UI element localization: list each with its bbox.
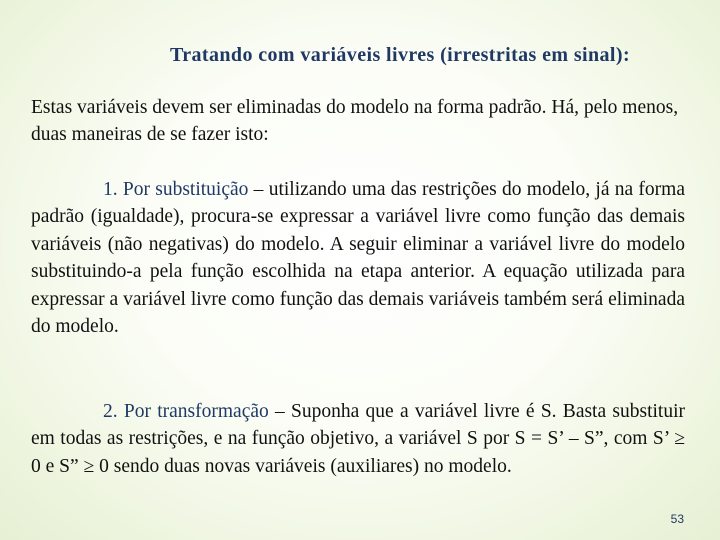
page-number: 53 xyxy=(670,512,684,526)
method-transformation-text: – Suponha que a variável livre é S. Basta substituir em todas as restrições, e na função objetivo, a variável S por S = S’ – S”, com S’ ≥ 0 e S” ≥ 0 sendo duas novas variáveis (auxiliares) no modelo. xyxy=(31,401,685,477)
method-substitution-text: – utilizando uma das restrições do modelo, já na forma padrão (igualdade), procura-se expressar a variável livre como função das demais variáveis (não negativas) do modelo. A seguir eliminar a variável livre do modelo substituindo-a pela função escolhida na etapa anterior. A equação utilizada para expressar a variável livre como função das demais variáveis também será eliminada do modelo. xyxy=(31,179,685,338)
intro-paragraph: Estas variáveis devem ser eliminadas do modelo na forma padrão. Há, pelo menos, duas maneiras de se fazer isto: xyxy=(31,97,679,145)
slide-title: Tratando com variáveis livres (irrestritas em sinal): xyxy=(170,44,630,66)
method-transformation-paragraph xyxy=(31,398,685,480)
method-transformation-heading: 2. Por transformação xyxy=(103,401,269,422)
method-substitution-heading: 1. Por substituição xyxy=(103,179,249,200)
method-substitution-paragraph xyxy=(31,176,685,340)
